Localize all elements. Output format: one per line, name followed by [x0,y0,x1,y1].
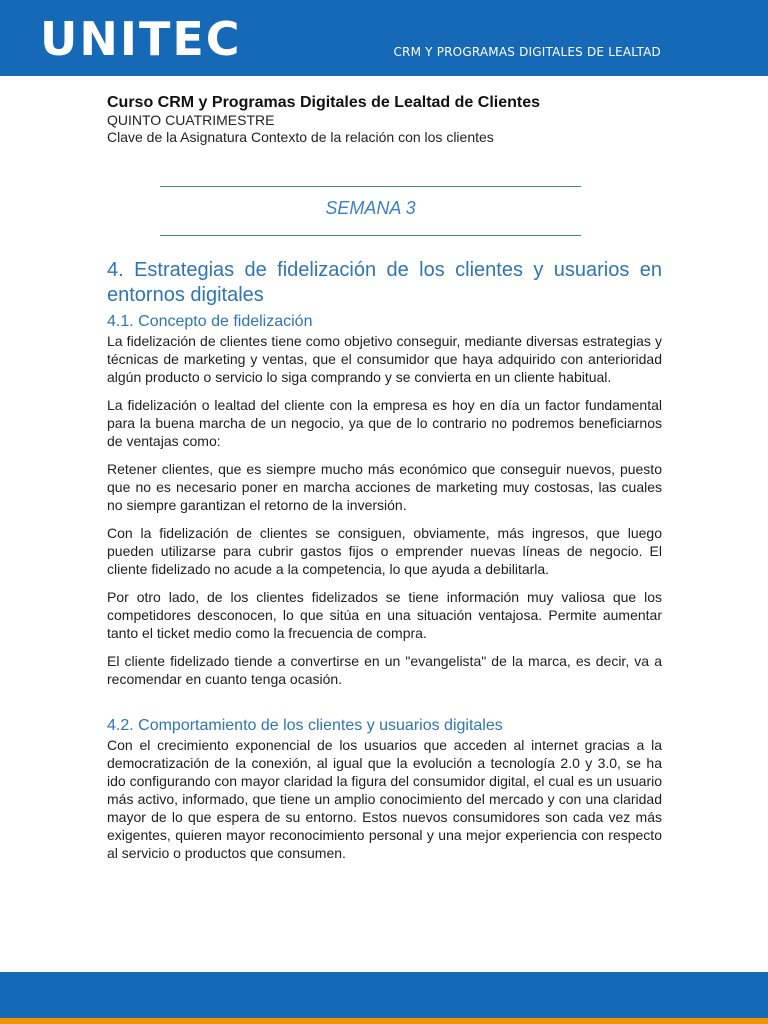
week-label: SEMANA 3 [325,198,416,218]
footer-band [0,972,768,1018]
paragraph: Por otro lado, de los clientes fidelizados se tiene información muy valiosa que los competidores desconocen, lo que sitúa en una situación ventajosa. Permite aumentar tanto el ticket medio como la frecuencia de compra. [107,589,662,641]
course-term: QUINTO CUATRIMESTRE [107,112,275,128]
unitec-logo: UNITEC [40,12,242,66]
paragraph: Con el crecimiento exponencial de los usuarios que acceden al internet gracias a la democratización de la conexión, al igual que la evolución a tecnología 2.0 y 3.0, se ha ido configurando con mayor claridad la figura del consumidor digital, el cual es un usuario más activo, informado, que tiene un amplio conocimiento del mercado y con una claridad mayor de lo que espera de su entorno. Estos nuevos consumidores son cada vez más exigentes, quieren mayor reconocimiento personal y una mejor experiencia con respecto al servicio o productos que consumen. [107,737,662,861]
paragraph: El cliente fidelizado tiende a convertirse en un "evangelista" de la marca, es decir, va a recomendar en cuanto tenga ocasión. [107,653,662,687]
divider-top [160,186,581,187]
paragraph: Con la fidelización de clientes se consiguen, obviamente, más ingresos, que luego pueden utilizarse para cubrir gastos fijos o emprender nuevas líneas de negocio. El cliente fidelizado no acude a la competencia, lo que ayuda a debilitarla. [107,525,662,577]
header-title: CRM Y PROGRAMAS DIGITALES DE LEALTAD [393,45,661,59]
divider-bottom [160,235,581,236]
document-body [107,258,662,862]
course-info [107,93,667,146]
subsection-heading-behavior: 4.2. Comportamiento de los clientes y usuarios digitales [107,717,503,734]
subsection-heading-concept: 4.1. Concepto de fidelización [107,313,313,330]
footer-accent-stripe [0,1018,768,1024]
section-heading: 4. Estrategias de fidelización de los clientes y usuarios en entornos digitales [107,259,662,306]
course-title: Curso CRM y Programas Digitales de Lealtad de Clientes [107,94,541,111]
page-header [0,0,768,76]
paragraph: La fidelización de clientes tiene como objetivo conseguir, mediante diversas estrategias y técnicas de marketing y ventas, que el consumidor que haya adquirido con anterioridad algún producto o servicio lo siga comprando y se convierta en un cliente habitual. [107,333,662,385]
paragraph: La fidelización o lealtad del cliente con la empresa es hoy en día un factor fundamental para la buena marcha de un negocio, ya que de lo contrario no podremos beneficiarnos de ventajas como: [107,397,662,449]
course-subject: Clave de la Asignatura Contexto de la relación con los clientes [107,129,494,145]
paragraph: Retener clientes, que es siempre mucho más económico que conseguir nuevos, puesto que no es necesario poner en marcha acciones de marketing muy costosas, las cuales no siempre garantizan el retorno de la inversión. [107,461,662,513]
